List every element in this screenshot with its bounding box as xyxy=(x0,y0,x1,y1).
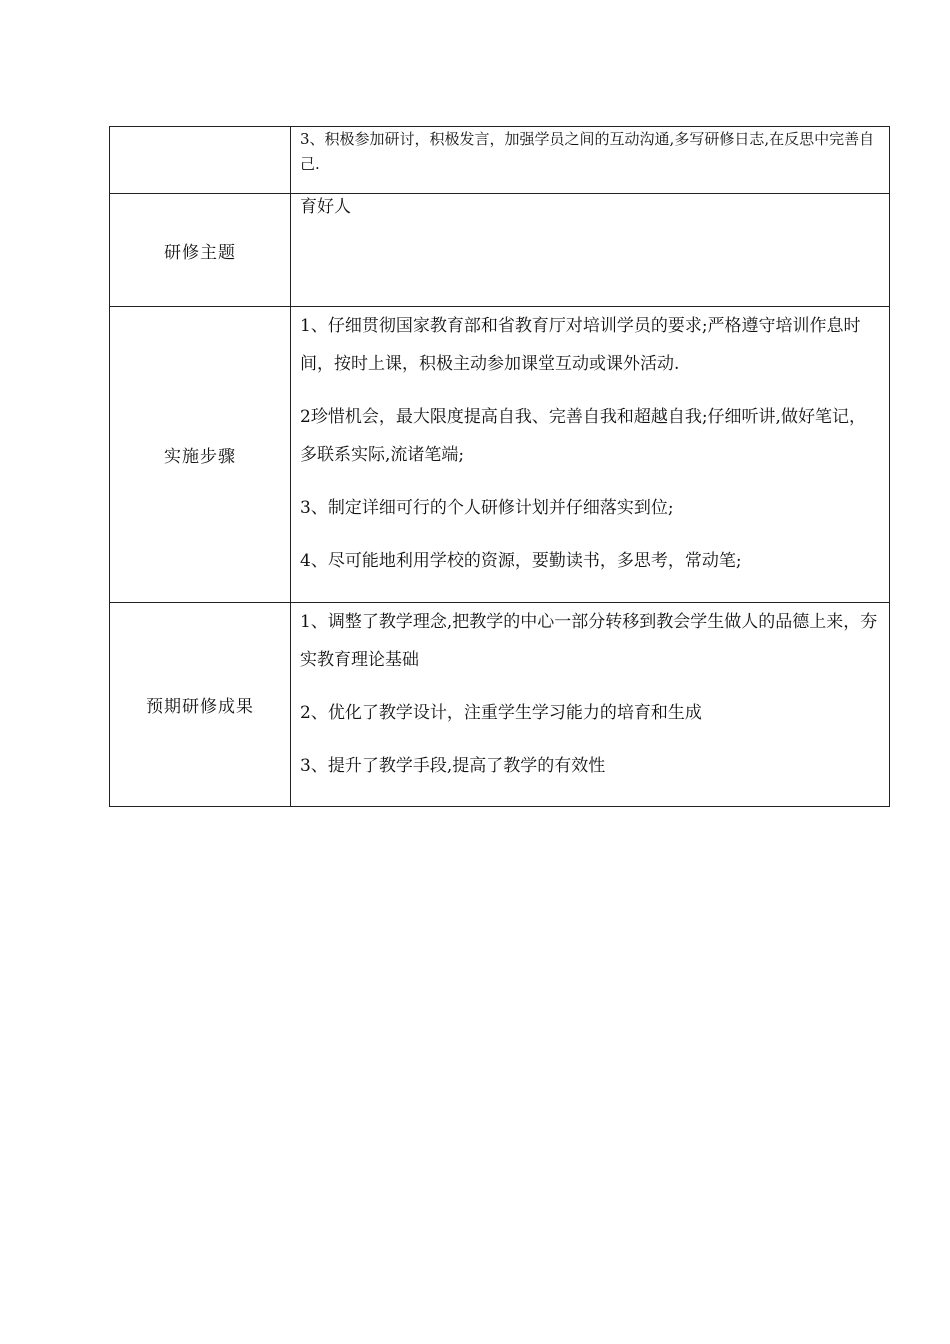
row-content xyxy=(291,603,890,807)
table-row xyxy=(110,307,890,603)
steps-list xyxy=(300,307,881,580)
step-item: 1、仔细贯彻国家教育部和省教育厅对培训学员的要求;严格遵守培训作息时间，按时上课，积极主动参加课堂互动或课外活动. xyxy=(300,316,861,374)
theme-text: 育好人 xyxy=(300,197,351,217)
research-plan-table xyxy=(109,126,890,807)
result-item: 2、优化了教学设计，注重学生学习能力的培育和生成 xyxy=(300,703,702,723)
table-row xyxy=(110,127,890,194)
row-label-empty xyxy=(110,127,291,194)
row-content xyxy=(291,127,890,194)
result-item: 1、调整了教学理念,把教学的中心一部分转移到教会学生做人的品德上来，夯实教育理论基础 xyxy=(300,612,878,670)
study-item-3: 3、积极参加研讨，积极发言，加强学员之间的互动沟通,多写研修日志,在反思中完善自己. xyxy=(300,130,875,173)
step-item: 2珍惜机会，最大限度提高自我、完善自我和超越自我;仔细听讲,做好笔记，多联系实际,流诸笔端; xyxy=(300,407,866,465)
row-label-results: 预期研修成果 xyxy=(110,603,291,807)
row-content xyxy=(291,307,890,603)
step-item: 3、制定详细可行的个人研修计划并仔细落实到位; xyxy=(300,498,674,518)
results-list xyxy=(300,603,881,785)
row-label-steps: 实施步骤 xyxy=(110,307,291,603)
result-item: 3、提升了教学手段,提高了教学的有效性 xyxy=(300,756,606,776)
row-content xyxy=(291,194,890,307)
step-item: 4、尽可能地利用学校的资源，要勤读书，多思考，常动笔; xyxy=(300,551,742,571)
table-row xyxy=(110,603,890,807)
row-label-theme: 研修主题 xyxy=(110,194,291,307)
table-row xyxy=(110,194,890,307)
